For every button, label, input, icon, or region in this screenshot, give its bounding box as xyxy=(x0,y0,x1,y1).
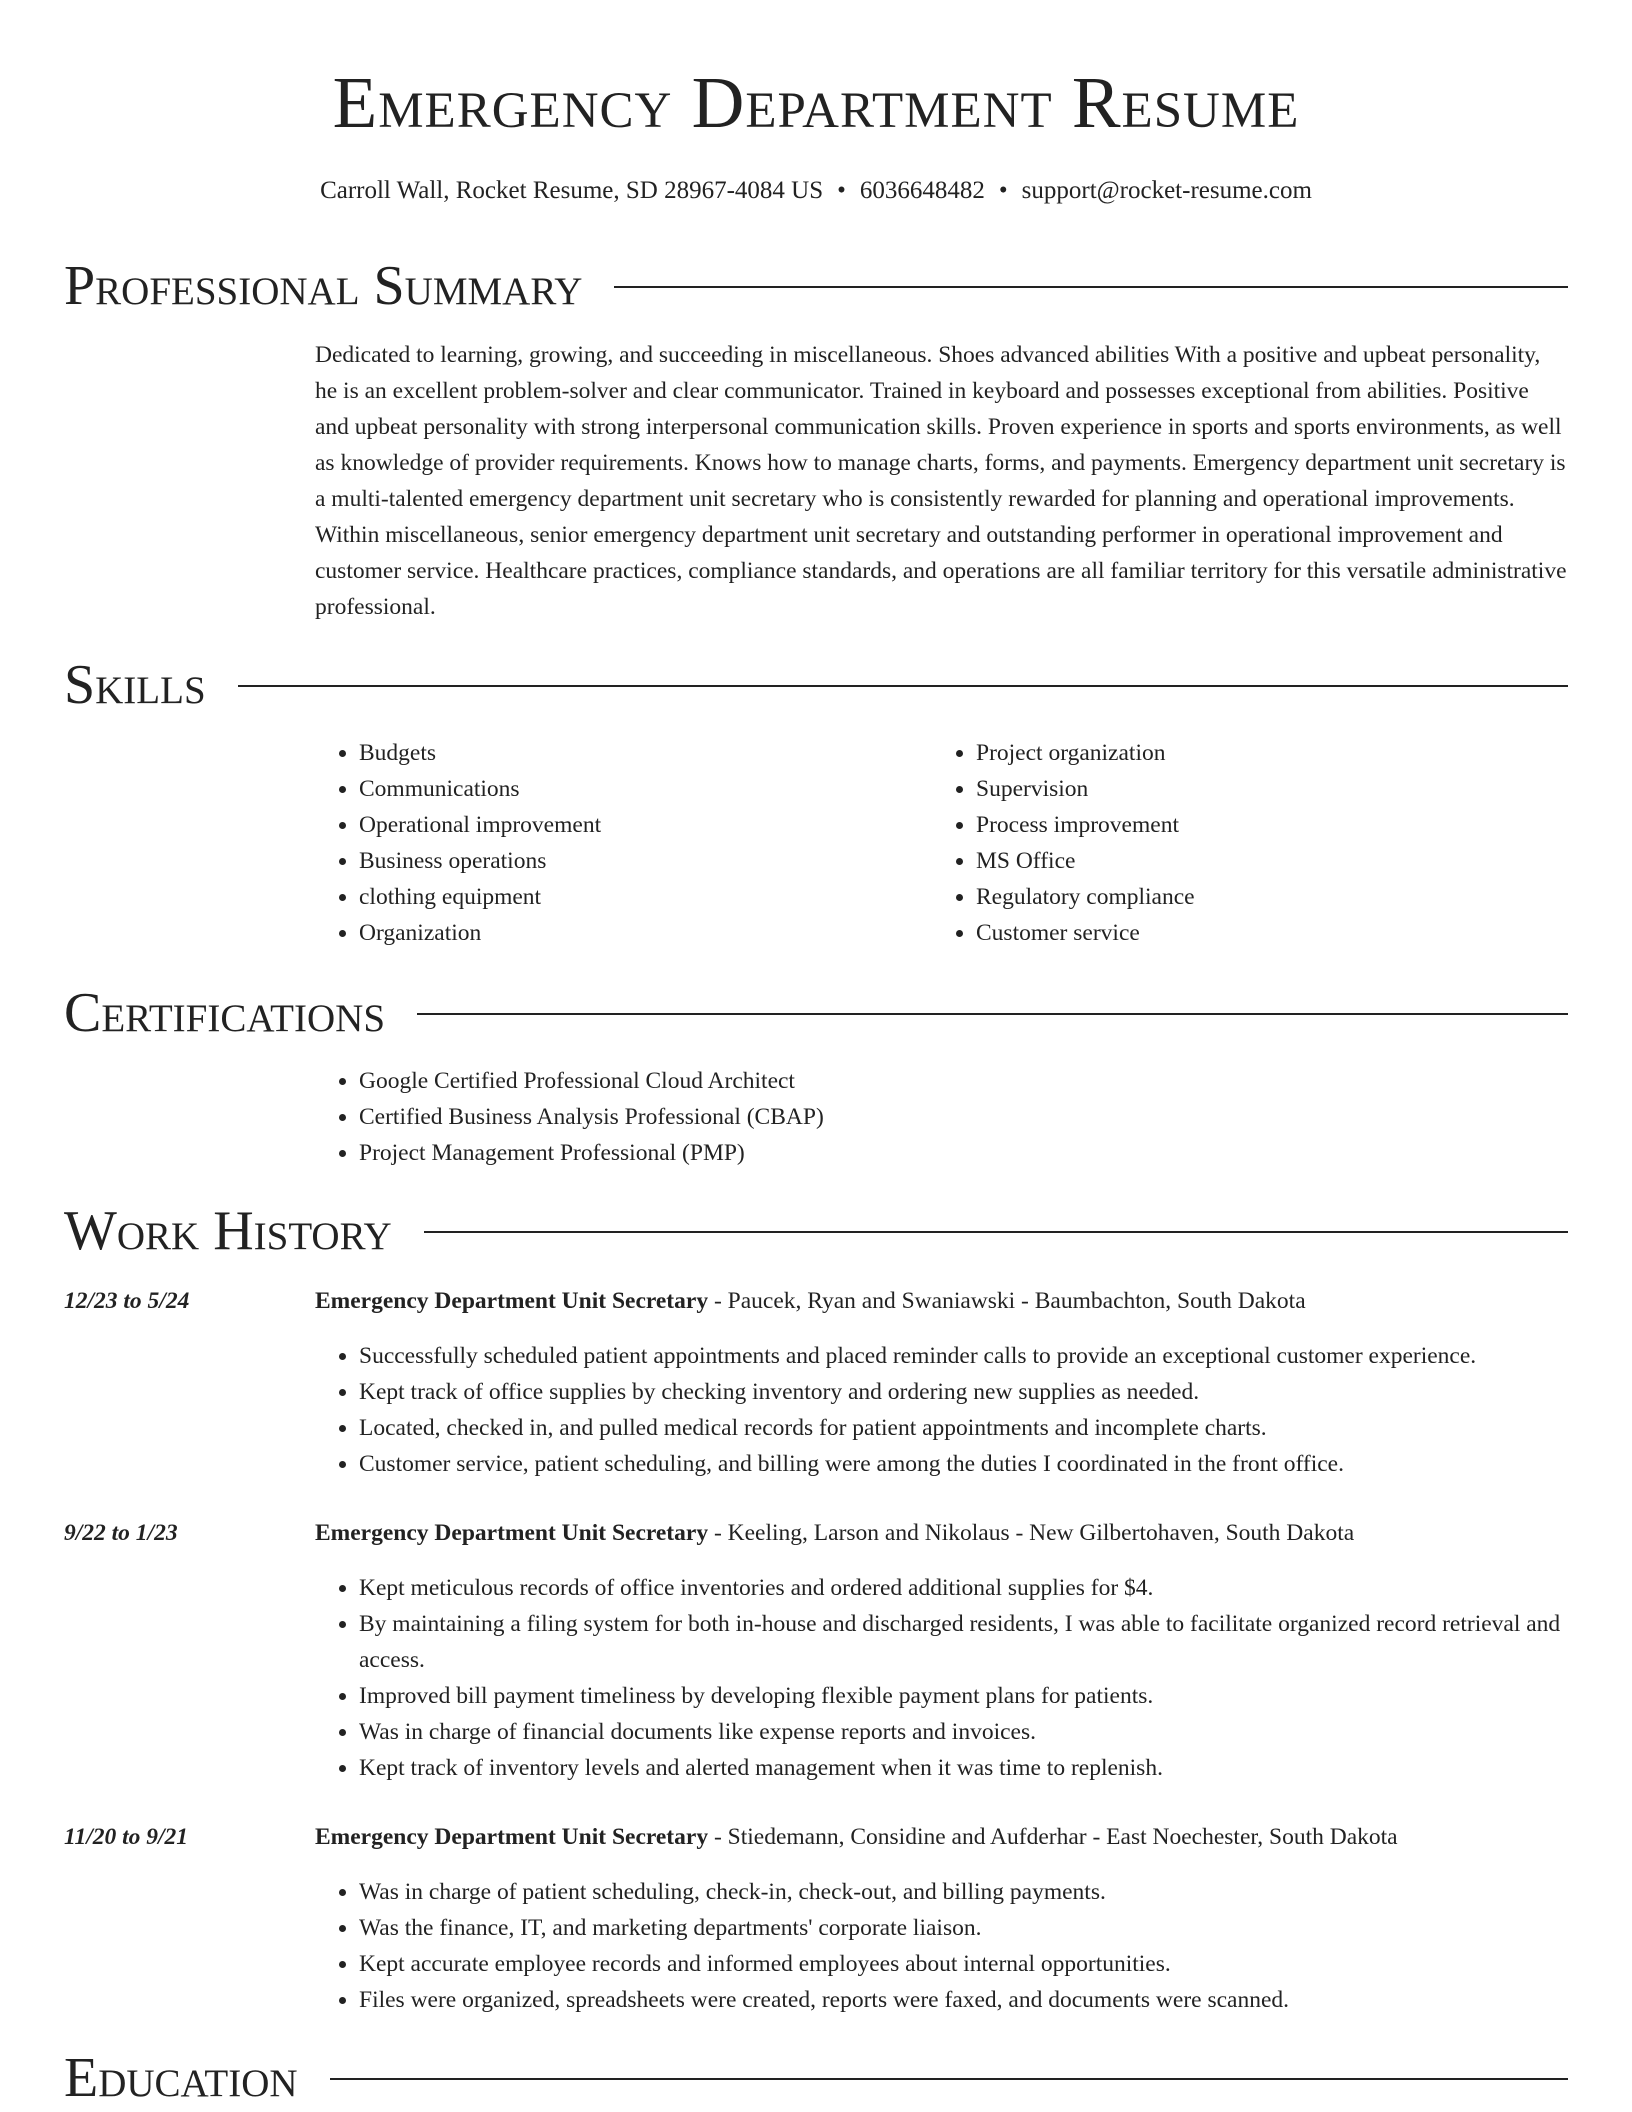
section-divider xyxy=(64,685,1568,687)
skill-item: • Operational improvement xyxy=(359,807,915,843)
contact-line xyxy=(0,174,1632,208)
job-employer: - Keeling, Larson and Nikolaus - New Gilbertohaven, South Dakota xyxy=(708,1520,1355,1546)
duty-item: • Kept track of office supplies by checking inventory and ordering new supplies as needed. xyxy=(359,1374,1568,1410)
skill-item: • Supervision xyxy=(976,771,1532,807)
job-heading xyxy=(315,1515,1575,1551)
job-title: Emergency Department Unit Secretary xyxy=(315,1824,709,1850)
duty-item: • Files were organized, spreadsheets were created, reports were faxed, and documents were scanned. xyxy=(359,1982,1568,2018)
section-title-work-history: Work History xyxy=(64,1199,424,1263)
job-duties-list xyxy=(315,1570,1568,1786)
job-heading xyxy=(315,1283,1575,1319)
duty-item: • Kept accurate employee records and informed employees about internal opportunities. xyxy=(359,1946,1568,1982)
skill-item: • Communications xyxy=(359,771,915,807)
certification-item: • Project Management Professional (PMP) xyxy=(359,1135,1568,1171)
section-title-summary: Professional Summary xyxy=(64,254,614,318)
skill-item: • Customer service xyxy=(976,915,1532,951)
certification-item: • Certified Business Analysis Professional (CBAP) xyxy=(359,1099,1568,1135)
skill-item: • Business operations xyxy=(359,843,915,879)
contact-email: support@rocket-resume.com xyxy=(1021,177,1312,204)
certifications-list xyxy=(315,1063,1568,1171)
contact-separator: • xyxy=(837,177,846,204)
skill-item: • Regulatory compliance xyxy=(976,879,1532,915)
job-employer: - Stiedemann, Considine and Aufderhar - East Noechester, South Dakota xyxy=(708,1824,1398,1850)
job-duties-list xyxy=(315,1874,1568,2018)
job-title: Emergency Department Unit Secretary xyxy=(315,1520,709,1546)
skill-item: • MS Office xyxy=(976,843,1532,879)
section-title-certifications: Certifications xyxy=(64,981,417,1045)
duty-item: • By maintaining a filing system for both in-house and discharged residents, I was able to facilitate organized record retrieval and access. xyxy=(359,1606,1568,1678)
skill-item: • Process improvement xyxy=(976,807,1532,843)
certifications-block xyxy=(315,1063,1568,1171)
duty-item: • Successfully scheduled patient appointments and placed reminder calls to provide an exceptional customer experience. xyxy=(359,1338,1568,1374)
skills-column-right xyxy=(932,735,1532,951)
duty-item: • Was in charge of patient scheduling, check-in, check-out, and billing payments. xyxy=(359,1874,1568,1910)
duty-item: • Kept meticulous records of office inventories and ordered additional supplies for $4. xyxy=(359,1570,1568,1606)
duty-item: • Kept track of inventory levels and alerted management when it was time to replenish. xyxy=(359,1750,1568,1786)
job-dates: 9/22 to 1/23 xyxy=(64,1520,178,1546)
summary-text: Dedicated to learning, growing, and succeeding in miscellaneous. Shoes advanced abilities With a positive and upbeat personality, he is an excellent problem-solver and clear communicator. Trained in keyboard and possesses exceptional from abilities. Positive and upbeat personality with strong interpersonal communication skills. Proven experience in sports and sports environments, as well as knowledge of provider requirements. Knows how to manage charts, forms, and payments. Emergency department unit secretary is a multi-talented emergency department unit secretary who is consistently rewarded for planning and operational improvements. Within miscellaneous, senior emergency department unit secretary and outstanding performer in operational improvement and customer service. Healthcare practices, compliance standards, and operations are all familiar territory for this versatile administrative professional. xyxy=(315,342,1567,620)
skills-column-left xyxy=(315,735,915,951)
certification-item: • Google Certified Professional Cloud Architect xyxy=(359,1063,1568,1099)
duty-item: • Was in charge of financial documents like expense reports and invoices. xyxy=(359,1714,1568,1750)
job-duties xyxy=(315,1570,1568,1786)
skill-item: • Project organization xyxy=(976,735,1532,771)
skill-item: • Organization xyxy=(359,915,915,951)
job-duties-list xyxy=(315,1338,1568,1482)
duty-item: • Customer service, patient scheduling, and billing were among the duties I coordinated in the front office. xyxy=(359,1446,1568,1482)
duty-item: • Improved bill payment timeliness by developing flexible payment plans for patients. xyxy=(359,1678,1568,1714)
skill-item: • Budgets xyxy=(359,735,915,771)
contact-phone: 6036648482 xyxy=(859,177,985,204)
resume-title: Emergency Department Resume xyxy=(332,62,1300,143)
duty-item: • Was the finance, IT, and marketing departments' corporate liaison. xyxy=(359,1910,1568,1946)
job-dates: 11/20 to 9/21 xyxy=(64,1824,189,1850)
job-dates: 12/23 to 5/24 xyxy=(64,1288,190,1314)
job-duties xyxy=(315,1874,1568,2018)
contact-separator: • xyxy=(998,177,1008,204)
duty-item: • Located, checked in, and pulled medical records for patient appointments and incomplete charts. xyxy=(359,1410,1568,1446)
job-title: Emergency Department Unit Secretary xyxy=(315,1288,709,1314)
job-heading xyxy=(315,1819,1575,1855)
job-duties xyxy=(315,1338,1568,1482)
section-title-skills: Skills xyxy=(64,653,238,717)
skills-list-right xyxy=(932,735,1532,951)
skills-list-left xyxy=(315,735,915,951)
job-employer: - Paucek, Ryan and Swaniawski - Baumbachton, South Dakota xyxy=(708,1288,1306,1314)
contact-address: Carroll Wall, Rocket Resume, SD 28967-4084 US xyxy=(320,177,824,204)
section-title-education: Education xyxy=(64,2046,330,2110)
skill-item: • clothing equipment xyxy=(359,879,915,915)
